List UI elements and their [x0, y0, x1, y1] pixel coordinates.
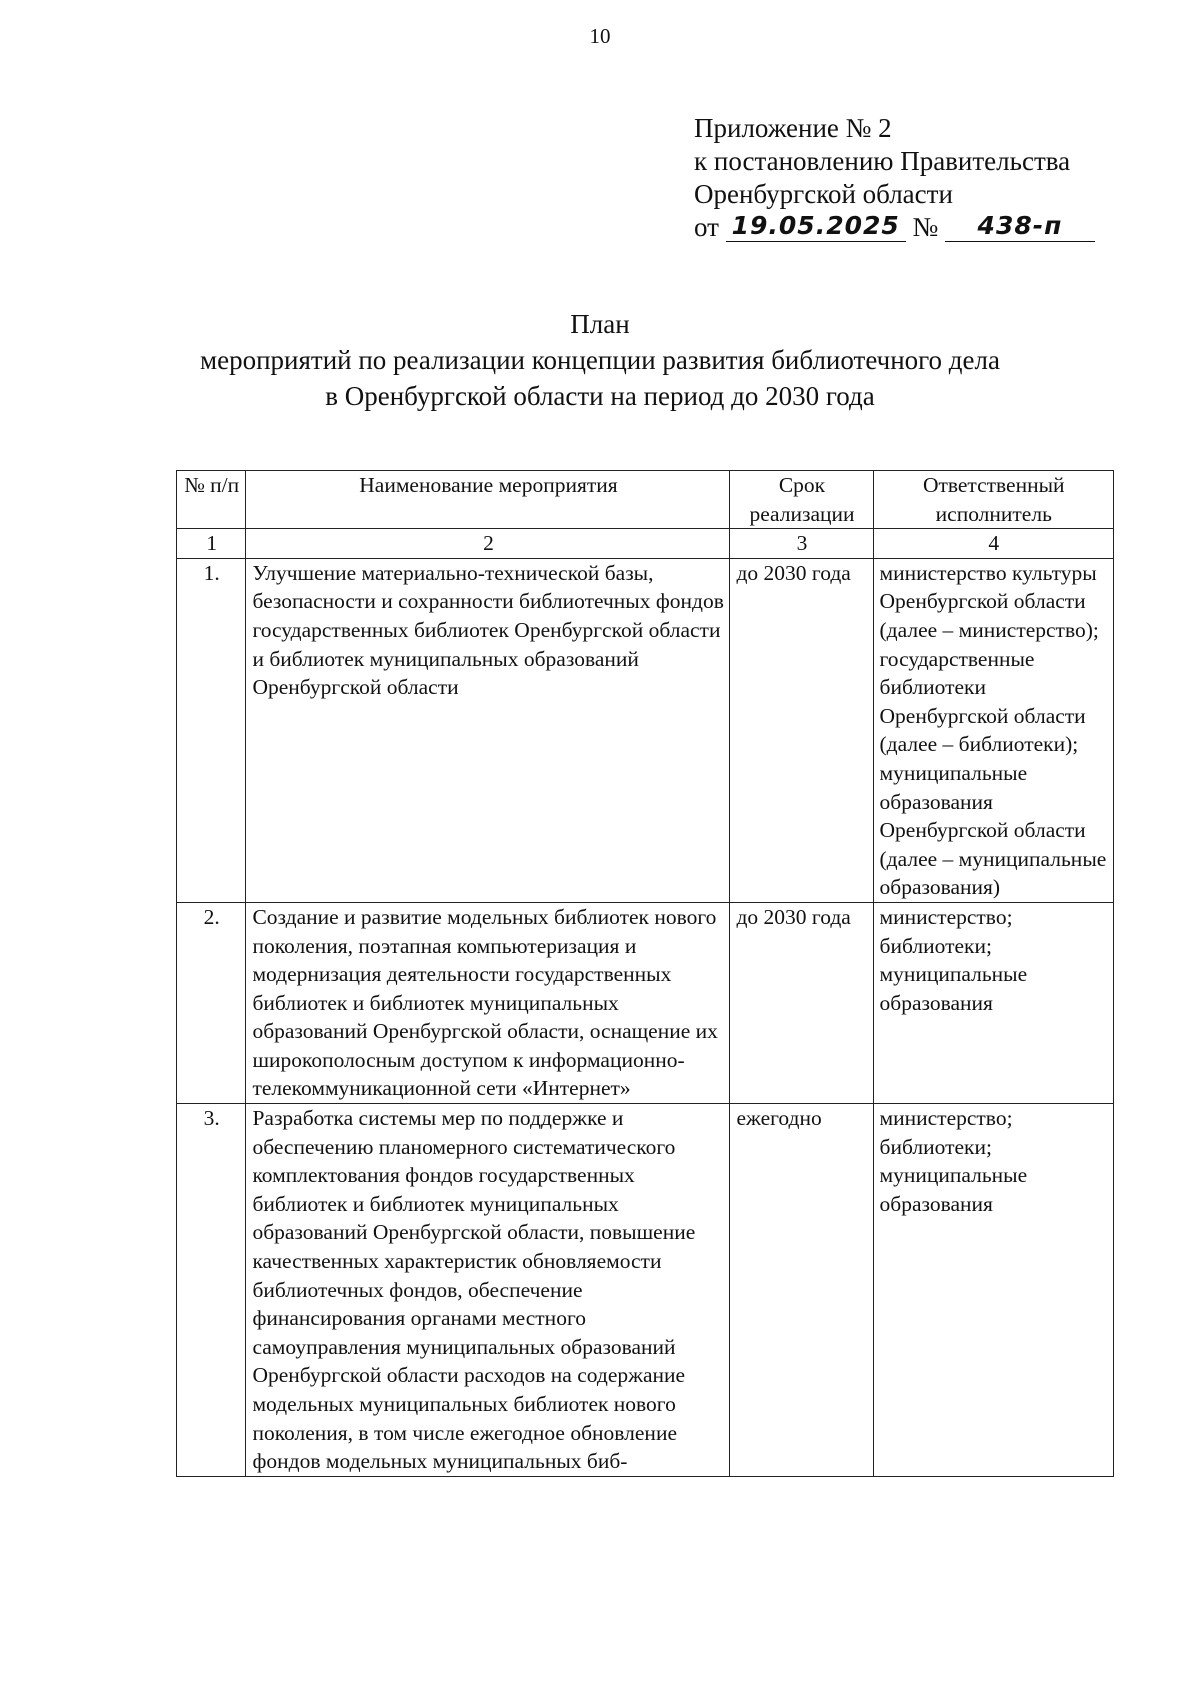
- row-executor: министерство культуры Оренбургской области (далее – министерство); государственные библиотеки Оренбургской области (далее – библиотеки); муниципальные образования Оренбургской области (далее – муниципальные образования): [873, 558, 1113, 902]
- number-field: [945, 211, 1095, 242]
- index-cell: 2: [246, 529, 730, 559]
- appendix-line-3: Оренбургской области: [694, 179, 953, 209]
- page-number: 10: [589, 24, 611, 48]
- table-row: [177, 558, 1114, 902]
- row-term: ежегодно: [730, 1104, 873, 1477]
- plan-table: [176, 470, 1114, 1477]
- title-line-3: в Оренбургской области на период до 2030 года: [325, 381, 875, 411]
- handwritten-number: 438-п: [977, 211, 1063, 240]
- row-num: 2.: [177, 902, 246, 1103]
- index-cell: 1: [177, 529, 246, 559]
- table-index-row: [177, 529, 1114, 559]
- title-line-2: мероприятий по реализации концепции развития библиотечного дела: [200, 345, 1000, 375]
- appendix-date-line: [694, 211, 1095, 244]
- index-cell: 4: [873, 529, 1113, 559]
- row-name: Создание и развитие модельных библиотек нового поколения, поэтапная компьютеризация и модернизация деятельности государственных библиотек и библиотек муниципальных образований Оренбургской области, оснащение их широкополосным доступом к информационно-телекоммуникационной сети «Интернет»: [246, 902, 730, 1103]
- date-prefix: от: [694, 212, 719, 242]
- table-header-row: [177, 471, 1114, 529]
- row-term: до 2030 года: [730, 558, 873, 902]
- handwritten-date: 19.05.2025: [731, 211, 900, 240]
- row-term: до 2030 года: [730, 902, 873, 1103]
- table-row: [177, 1104, 1114, 1477]
- row-num: 3.: [177, 1104, 246, 1477]
- number-prefix: №: [912, 212, 939, 242]
- appendix-line-2: к постановлению Правительства: [694, 146, 1071, 176]
- header-name: Наименование мероприятия: [246, 471, 730, 529]
- header-term: Срок реализации: [730, 471, 873, 529]
- appendix-block: [694, 112, 1095, 244]
- header-num: № п/п: [177, 471, 246, 529]
- table-row: [177, 902, 1114, 1103]
- index-cell: 3: [730, 529, 873, 559]
- row-executor: министерство; библиотеки; муниципальные образования: [873, 1104, 1113, 1477]
- date-field: [726, 211, 906, 242]
- row-executor: министерство; библиотеки; муниципальные образования: [873, 902, 1113, 1103]
- row-name: Улучшение материально-технической базы, безопасности и сохранности библиотечных фондов государственных библиотек Оренбургской области и библиотек муниципальных образований Оренбургской области: [246, 558, 730, 902]
- row-num: 1.: [177, 558, 246, 902]
- document-title: [0, 306, 1200, 414]
- title-line-1: План: [570, 309, 630, 339]
- appendix-line-1: Приложение № 2: [694, 113, 892, 143]
- row-name: Разработка системы мер по поддержке и обеспечению планомерного систематического комплектования фондов государственных библиотек и библиотек муниципальных образований Оренбургской области, повышение качественных характеристик обновляемости библиотечных фондов, обеспечение финансирования органами местного самоуправления муниципальных образований Оренбургской области расходов на содержание модельных муниципальных библиотек нового поколения, в том числе ежегодное обновление фондов модельных муниципальных биб-: [246, 1104, 730, 1477]
- header-executor: Ответственный исполнитель: [873, 471, 1113, 529]
